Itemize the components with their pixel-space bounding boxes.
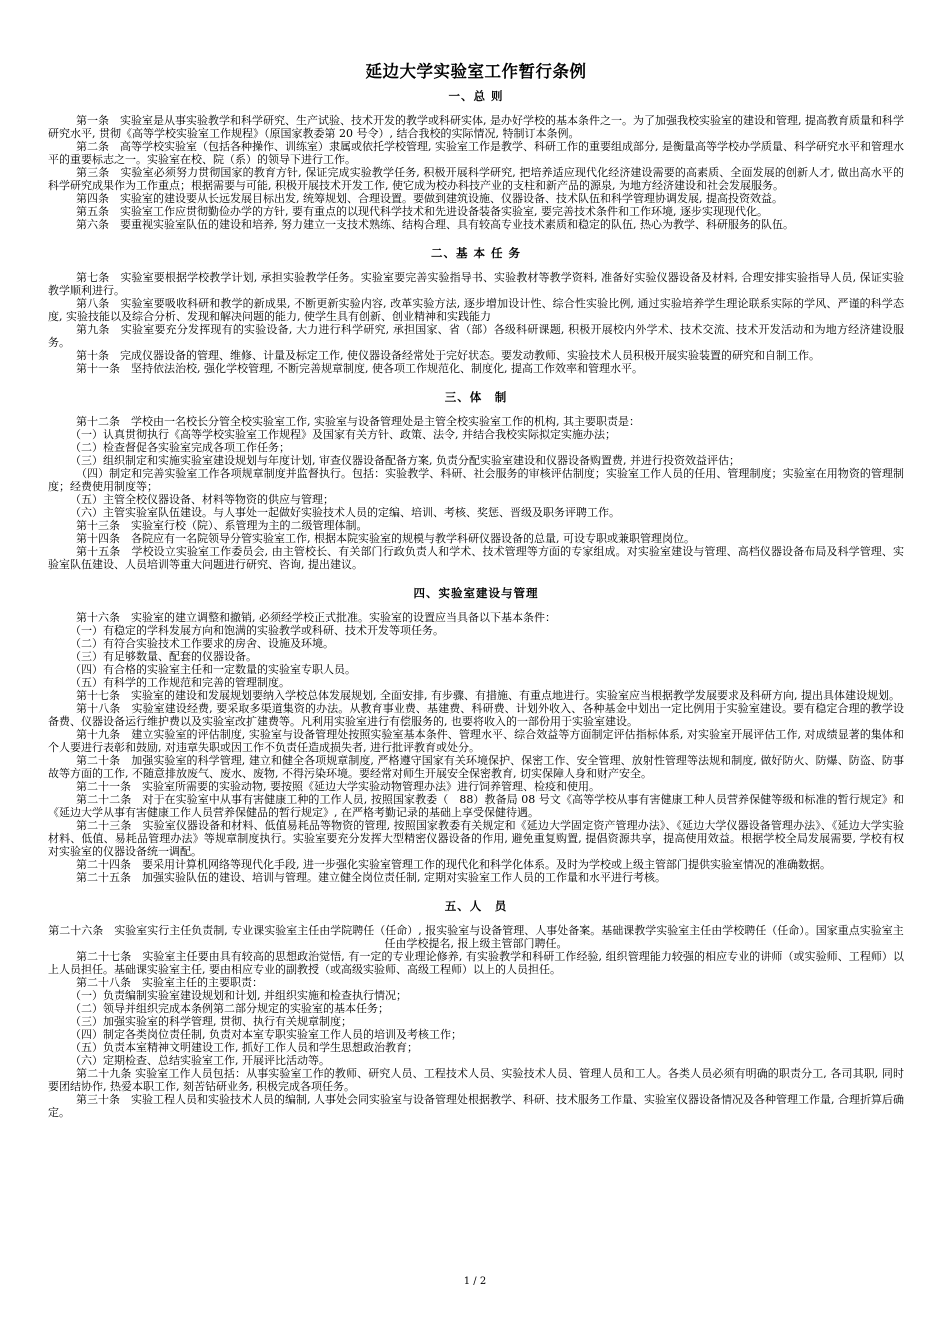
section-heading: 二、基 本 任 务	[430, 246, 521, 260]
list-item: （四）有合格的实验室主任和一定数量的实验室专职人员。	[70, 663, 356, 676]
article-paragraph: 第四条 实验室的建设要从长远发展目标出发, 统筹规划、合理设置。要做到建筑设施、仪器设备、技术队伍和科学管理协调发展, 提高投资效益。	[76, 192, 783, 205]
article-paragraph: 第二十九条 实验室工作人员包括：从事实验室工作的教师、研究人员、工程技术人员、实验技术人员、管理人员和工人。各类人员必须有明确的职责分工, 各司其职, 同时要团结协作, 热爱本职工作, 刻苦钻研业务, 积极完成各项任务。	[48, 1067, 904, 1093]
article-paragraph: （四）制定和完善实验室工作各项规章制度并监督执行。包括：实验教学、科研、社会服务的审核评估制度；实验室工作人员的任用、管理制度；实验室在用物资的管理制度；经费使用制度等；	[48, 467, 904, 493]
article-paragraph: 第十一条 坚持依法治校, 强化学校管理, 不断完善规章制度, 使各项工作规范化、制度化, 提高工作效率和管理水平。	[76, 362, 643, 375]
article-paragraph: 第十三条 实验室行校（院）、系管理为主的二级管理体制。	[76, 519, 368, 532]
article-paragraph: 第三十条 实验工程人员和实验技术人员的编制, 人事处会同实验室与设备管理处根据教学、科研、技术服务工作量、实验室仪器设备情况及各种管理工作量, 合理折算后确定。	[48, 1093, 904, 1119]
article-paragraph: 第二十四条 要采用计算机网络等现代化手段, 进一步强化实验室管理工作的现代化和科学化体系。及时为学校或上级主管部门提供实验室情况的准确数据。	[76, 858, 831, 871]
article-paragraph: 第十条 完成仪器设备的管理、维修、计量及标定工作, 使仪器设备经常处于完好状态。要发动教师、实验技术人员积极开展实验装置的研究和自制工作。	[76, 349, 820, 362]
section-heading: 三、体 制	[444, 390, 508, 404]
section-heading: 一、总 则	[448, 89, 504, 103]
article-paragraph: 第六条 要重视实验室队伍的建设和培养, 努力建立一支技术熟练、结构合理、具有较高专业技术素质和稳定的队伍, 热心为教学、科研服务的队伍。	[76, 218, 794, 231]
article-paragraph: 第十五条 学校设立实验室工作委员会, 由主管校长、有关部门行政负责人和学术、技术管理等方面的专家组成。对实验室建设与管理、高档仪器设备布局及科学管理、实验室队伍建设、人员培训等重大问题进行研究、咨询, 提出建议。	[48, 545, 904, 571]
list-item: （三）组织制定和实施实验室建设规划与年度计划, 审查仪器设备配备方案, 负责分配实验室建设和仪器设备购置费, 并进行投资效益评估；	[70, 454, 740, 467]
article-paragraph: 第二十五条 加强实验队伍的建设、培训与管理。建立健全岗位责任制, 定期对实验室工作人员的工作量和水平进行考核。	[76, 871, 666, 884]
article-paragraph: 第二十七条 实验室主任要由具有较高的思想政治觉悟, 有一定的专业理论修养, 有实验教学和科研工作经验, 组织管理能力较强的相应专业的讲师（或实验师、工程师）以上人员担任。基础课实验室主任, 要由相应专业的副教授（或高级实验师、高级工程师）以上的人员担任。	[48, 950, 904, 976]
article-paragraph: 第三条 实验室必须努力贯彻国家的教育方针, 保证完成实验教学任务, 积极开展科学研究, 把培养适应现代化经济建设需要的高素质、全面发展的创新人才, 做出高水平的科学研究成果作为工作重点；根据需要与可能, 积极开展技术开发工作, 使它成为校办科技产业的支柱和新产品的源泉, 为地方经济建设和社会发展服务。	[48, 166, 904, 192]
list-item: （一）有稳定的学科发展方向和饱满的实验教学或科研、技术开发等项任务。	[70, 624, 444, 637]
page-number: 1 / 2	[463, 1276, 487, 1287]
article-paragraph: 第十九条 建立实验室的评估制度, 实验室与设备管理处按照实验室基本条件、管理水平、综合效益等方面制定评估指标体系, 对实验室开展评估工作, 对成绩显著的集体和个人要进行表彰和鼓励, 对违章失职或因工作不负责任造成损失者, 进行批评教育或处分。	[48, 728, 904, 754]
article-paragraph: 第二十一条 实验室所需要的实验动物, 要按照《延边大学实验动物管理办法》进行饲养管理、检疫和使用。	[76, 780, 600, 793]
article-paragraph: 第二十三条 实验室仪器设备和材料、低值易耗品等物资的管理, 按照国家教委有关规定和《延边大学固定资产管理办法》、《延边大学仪器设备管理办法》、《延边大学实验材料、低值、易耗品管理办法》等规章制度执行。实验室要充分发挥大型精密仪器设备的作用, 避免重复购置, 提倡资源共享，提高使用效益。根据学校全局发展需要, 学校有权对实验室的仪器设备统一调配。	[48, 819, 904, 858]
article-paragraph: 第二十八条 实验室主任的主要职责：	[76, 976, 263, 989]
list-item: （三）加强实验室的科学管理, 贯彻、执行有关规章制度；	[70, 1015, 352, 1028]
list-item: （六）主管实验室队伍建设。与人事处一起做好实验技术人员的定编、培训、考核、奖惩、晋级及职务评聘工作。	[70, 506, 620, 519]
article-paragraph: 第二十六条 实验室实行主任负责制, 专业课实验室主任由学院聘任（任命）, 报实验室与设备管理、人事处备案。基础课教学实验室主任由学校聘任（任命）。国家重点实验室主任由学校提名, 报上级主管部门聘任。	[48, 924, 904, 950]
list-item: （二）有符合实验技术工作要求的房舍、设施及环境。	[70, 637, 334, 650]
document-title: 延边大学实验室工作暂行条例	[365, 62, 587, 81]
article-paragraph: 第九条 实验室要充分发挥现有的实验设备, 大力进行科学研究, 承担国家、省（部）各级科研课题, 积极开展校内外学术、技术交流、技术开发活动和为地方经济建设服务。	[48, 323, 904, 349]
article-paragraph: 第五条 实验室工作应贯彻勤俭办学的方针, 要有重点的以现代科学技术和先进设备装备实验室, 要完善技术条件和工作环境, 逐步实现现代化。	[76, 205, 768, 218]
article-paragraph: 第十二条 学校由一名校长分管全校实验室工作, 实验室与设备管理处是主管全校实验室工作的机构, 其主要职责是：	[76, 415, 640, 428]
list-item: （六）定期检查、总结实验室工作, 开展评比活动等。	[70, 1054, 330, 1067]
section-heading: 五、人 员	[444, 899, 508, 913]
list-item: （二）领导并组织完成本条例第二部分规定的实验室的基本任务；	[70, 1002, 389, 1015]
list-item: （五）负责本室精神文明建设工作, 抓好工作人员和学生思想政治教育；	[70, 1041, 418, 1054]
section-heading: 四、实验室建设与管理	[413, 586, 539, 600]
list-item: （二）检查督促各实验室完成各项工作任务；	[70, 441, 290, 454]
article-paragraph: 第二条 高等学校实验室（包括各种操作、训练室）隶属或依托学校管理, 实验室工作是教学、科研工作的重要组成部分, 是衡量高等学校办学质量、科学研究水平和管理水平的重要标志之一。实验室在校、院（系）的领导下进行工作。	[48, 140, 904, 166]
list-item: （一）认真贯彻执行《高等学校实验室工作规程》及国家有关方针、政策、法令, 并结合我校实际拟定实施办法；	[70, 428, 616, 441]
list-item: （三）有足够数量、配套的仪器设备。	[70, 650, 257, 663]
article-paragraph: 第八条 实验室要吸收科研和教学的新成果, 不断更新实验内容, 改革实验方法, 逐步增加设计性、综合性实验比例, 通过实验培养学生理论联系实际的学风、严谨的科学态度, 实验技能以及综合分析、发现和解决问题的能力, 使学生具有创新、创业精神和实践能力	[48, 297, 904, 323]
article-paragraph: 第十六条 实验室的建立调整和撤销, 必须经学校正式批准。实验室的设置应当具备以下基本条件：	[76, 611, 556, 624]
article-paragraph: 第十八条 实验室建设经费, 要采取多渠道集资的办法。从教育事业费、基建费、科研费、计划外收入、各种基金中划出一定比例用于实验室建设。要有稳定合理的教学设备费、仪器设备运行维护费以及实验室改扩建费等。凡利用实验室进行有偿服务的, 也要将收入的一部份用于实验室建设。	[48, 702, 904, 728]
document-body	[48, 88, 904, 1119]
article-paragraph: 第十七条 实验室的建设和发展规划要纳入学校总体发展规划, 全面安排, 有步骤、有措施、有重点地进行。实验室应当根据教学发展要求及科研方向, 提出具体建设规划。	[76, 689, 900, 702]
list-item: （五）主管全校仪器设备、材料等物资的供应与管理；	[70, 493, 334, 506]
article-paragraph: 第一条 实验室是从事实验教学和科学研究、生产试验、技术开发的教学或科研实体, 是办好学校的基本条件之一。为了加强我校实验室的建设和管理, 提高教育质量和科学研究水平, 贯彻《高等学校实验室工作规程》（原国家教委第 20 号令）, 结合我校的实际情况, 特制订本条例。	[48, 114, 904, 140]
list-item: （四）制定各类岗位责任制, 负责对本室专职实验室工作人员的培训及考核工作；	[70, 1028, 462, 1041]
article-paragraph: 第二十二条 对于在实验室中从事有害健康工种的工作人员, 按照国家教委（ 88）教备局 08 号文《高等学校从事有害健康工种人员营养保健等级和标准的暂行规定》和《延边大学从事有害健康工作人员营养保健品的暂行规定》, 在严格考勤记录的基础上享受保健待遇。	[48, 793, 904, 819]
document-page	[48, 58, 904, 1119]
article-paragraph: 第七条 实验室要根据学校教学计划, 承担实验教学任务。实验室要完善实验指导书、实验教材等教学资料, 准备好实验仪器设备及材料, 合理安排实验指导人员, 保证实验教学顺利进行。	[48, 271, 904, 297]
article-paragraph: 第二十条 加强实验室的科学管理, 建立和健全各项规章制度, 严格遵守国家有关环境保护、保密工作、安全管理、放射性管理等法规和制度, 做好防火、防爆、防盗、防事故等方面的工作, 不随意排放废气、废水、废物, 不得污染环境。要经常对师生开展安全保密教育, 切实保障人身和财产安全。	[48, 754, 904, 780]
list-item: （一）负责编制实验室建设规划和计划, 并组织实施和检查执行情况；	[70, 989, 407, 1002]
list-item: （五）有科学的工作规范和完善的管理制度。	[70, 676, 290, 689]
article-paragraph: 第十四条 各院应有一名院领导分管实验室工作, 根据本院实验室的规模与教学科研仪器设备的总量, 可设专职或兼职管理岗位。	[76, 532, 695, 545]
